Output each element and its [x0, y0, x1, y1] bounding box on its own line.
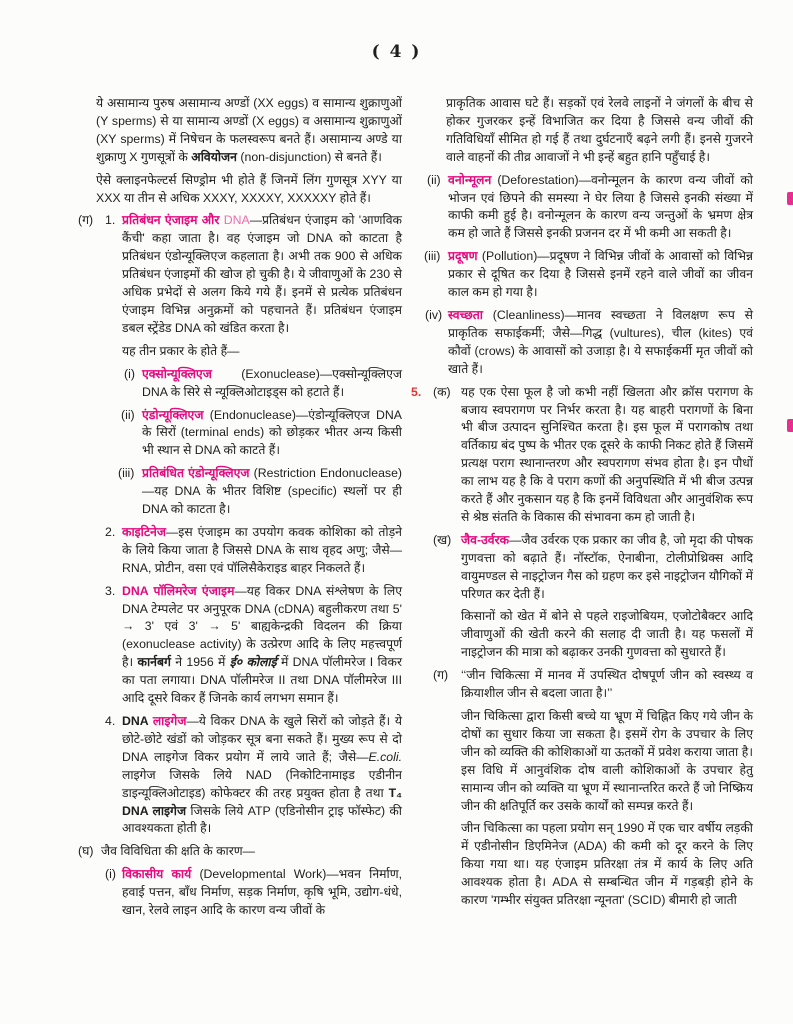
list-marker: 5.: [411, 384, 422, 399]
answer-item: [78, 583, 402, 708]
text-run: ई० कोलाई: [229, 655, 277, 670]
text-run: ये असामान्य पुरुष असामान्य अण्डों (XX eggs) व सामान्य शुक्राणुओं (Y sperms) से या सामान्य अण्डों (X eggs) व असामान्य शुक्राणुओं (XY sperms) में निषेचन के फलस्वरूप बनते हैं। असामान्य अण्डे या शुक्राणु X गुणसूत्रों के: [96, 96, 402, 164]
text-run: एक्सोन्यूक्लिएज: [142, 366, 212, 381]
text-run: जैव-उर्वरक: [461, 532, 510, 547]
text-run: प्राकृतिक आवास घटे हैं। सड़कों एवं रेलवे लाइनों ने जंगलों के बीच से होकर गुजरकर इन्हें विभाजित कर दिया है जिससे वन्य जीवों की गतिविधियाँ सीमित हो गई हैं तथा दुर्घटनाएँ बढ़ने लगी हैं। इनसे गुजरने वाले वाहनों की तीव्र आवाजों ने भी इन्हें बहुत हानि पहुँचाई है।: [446, 96, 753, 164]
text-run: प्रतिबंधित एंडोन्यूक्लिएज: [142, 466, 250, 481]
question-answer: [411, 532, 753, 604]
text-run: DNA: [223, 213, 250, 228]
text-run: —जैव उर्वरक एक प्रकार का जीव है, जो मृदा की पोषक गुणवत्ता को बढ़ाते हैं। नॉस्टॉक, ऐनाबीना, टोलीप्रोथ्रिक्स आदि वायुमण्डल से नाइट्रोजन गैस को ग्रहण कर इसे नाइट्रोजन यौगिकों में परिणत कर देती हैं।: [461, 532, 753, 601]
text-run: एंडोन्यूक्लिएज: [142, 407, 204, 422]
text-run: प्रतिबंधन एंजाइम और: [122, 213, 224, 228]
text-run: स्वच्छता: [448, 307, 483, 322]
intro-paragraph: [78, 172, 402, 208]
text-run: (Restriction Endonuclease) —यह DNA के भीतर विशिष्ट (specific) स्थलों पर ही DNA को काटता है।: [142, 466, 402, 517]
sub-item: [411, 172, 753, 244]
text-run: (Cleanliness)—मानव स्वच्छता ने विलक्षण रूप से प्राकृतिक सफाईकर्मी; जैसे—गिद्ध (vultures), चील (kites) एवं कौवों (crows) के आवासों को उजाड़ा है। ये सफाईकर्मी मृत जीवों को खाते हैं।: [448, 307, 753, 376]
sub-item: [78, 407, 402, 461]
text-run: यह तीन प्रकार के होते हैं—: [122, 343, 240, 358]
sub-item: [78, 465, 402, 519]
text-run: किसानों को खेत में बोने से पहले राइजोबियम, एजोटोबैक्टर आदि जीवाणुओं की खेती करने की सलाह दी जाती है। यह फसलों में नाइट्रोजन की मात्रा को बढ़ाकर उनकी गुणवत्ता को सुधारते हैं।: [461, 609, 753, 660]
paragraph: [411, 608, 753, 662]
answer-item: [78, 713, 402, 838]
scan-mark: [787, 419, 793, 432]
answer-item: [78, 843, 402, 861]
text-run: कार्नबर्ग: [137, 655, 171, 670]
page-number: ( 4 ): [371, 42, 422, 62]
sub-item: [78, 366, 402, 402]
text-run: (Endonuclease)—एंडोन्यूक्लिएज DNA के सिरों (terminal ends) को छोड़कर भीतर अन्य किसी भी स्थान से DNA को काटते हैं।: [142, 407, 402, 458]
text-run: (Pollution)—प्रदूषण ने विभिन्न जीवों के आवासों को विभिन्न प्रकार से दूषित कर दिया है जिससे इनमें रहने वाले जीवों का जीवन काल कम हो गया है।: [448, 249, 753, 300]
text-run: (Deforestation)—वनोन्मूलन के कारण वन्य जीवों को भोजन एवं छिपने की समस्या ने घेर लिया है जिससे इनकी संख्या में काफी कमी हुई है। वनोन्मूलन के कारण वन्य जन्तुओं के भ्रमण क्षेत्र कम हो जाते हैं जिससे इनकी प्रजनन दर में भी कमी आ सकती है।: [448, 172, 753, 241]
sub-item: [411, 307, 753, 379]
text-run: जिसके लिये ATP (एडिनोसीन ट्राइ फॉस्फेट) की आवश्यकता होती है।: [122, 803, 402, 836]
list-marker: (iii): [118, 466, 135, 481]
text-run: —ये विकर DNA के खुले सिरों को जोड़ते हैं। ये छोटे-छोटे खंडों को जोड़कर सूत्र बना सकते हैं। मुख्य रूप से दो DNA लाइगेज विकर प्रयोग में लाये जाते हैं; जैसे—: [122, 714, 402, 764]
list-marker: 2.: [105, 524, 116, 539]
text-run: वनोन्मूलन: [448, 172, 492, 187]
question-answer: [411, 384, 753, 527]
list-marker: (i): [124, 366, 135, 381]
text-run: जीन चिकित्सा का पहला प्रयोग सन् 1990 में एक चार वर्षीय लड़की में एडीनोसीन डिएमिनेज (ADA) की कमी को दूर करने के लिए किया गया था। यह एंजाइम प्रतिरक्षा तंत्र में कार्य के लिए अति आवश्यक होता है। ADA से सम्बन्धित जीन में गड़बड़ी होने के कारण 'गम्भीर संयुक्त प्रतिरक्षा न्यूनता' (SCID) बीमारी हो जाती: [461, 821, 753, 908]
text-run: DNA: [122, 714, 153, 728]
text-run: प्रदूषण: [448, 249, 478, 264]
column-right: [411, 95, 753, 925]
text-run: विकासीय कार्य: [122, 867, 192, 882]
list-marker: (क): [433, 384, 451, 399]
text-run: (Developmental Work)—भवन निर्माण, हवाई पत्तन, बाँध निर्माण, सड़क निर्माण, कृषि भूमि, उद्योग-धंधे, खान, रेलवे लाइन आदि के कारण वन्य जीवों के: [122, 867, 402, 918]
scan-mark: [787, 192, 793, 205]
paragraph: [411, 820, 753, 910]
list-marker: 4.: [105, 714, 116, 728]
intro-paragraph: [78, 95, 402, 167]
text-run: T₄ DNA लाइगेज: [122, 785, 402, 818]
text-run: —प्रतिबंधन एंजाइम को 'आणविक कैंची' कहा जाता है। वह एंजाइम जो DNA को काटता है प्रतिबंधन एंडोन्यूक्लिएज कहलाता है। अभी तक 900 से अधिक प्रतिबंधन एंजाइमों की खोज हो चुकी है। ये जीवाणुओं के 230 से अधिक प्रभेदों से अलग किये गये हैं। इनमें से प्रत्येक प्रतिबंधन एंजाइम विभिन्न अनुक्रमों को पहचानते हैं। प्रतिबंधन एंजाइम डबल स्ट्रेंडेड DNA को खंडित करता है।: [122, 213, 402, 335]
column-left: [78, 95, 402, 925]
list-marker: (ख): [433, 532, 452, 547]
answer-item: [78, 212, 402, 337]
list-marker: (ii): [121, 407, 135, 422]
text-run: लाइगेज: [152, 714, 187, 728]
text-run: ऐसे क्लाइनफेल्टर्स सिण्ड्रोम भी होते हैं जिनमें लिंग गुणसूत्र XYY या XXX या तीन से अधिक XXXY, XXXXY, XXXXXY होते हैं।: [96, 172, 402, 205]
text-run: —यह विकर DNA संश्लेषण के लिए DNA टेम्पलेट पर अनुपूरक DNA (cDNA) बहुलीकरण तथा 5' → 3' एवं 3' → 5' बाह्यकेन्द्रकी विदलन की क्रिया (exonuclease activity) के उत्प्रेरण आदि के लिए महत्त्वपूर्ण है।: [122, 583, 403, 670]
lead-line: [78, 343, 402, 361]
text-run: अवियोजन: [191, 149, 237, 164]
text-run: यह एक ऐसा फूल है जो कभी नहीं खिलता और क्रॉस परागण के बजाय स्वपरागण पर निर्भर करता है। यह बाहरी परागणों के बिना भी बीज उत्पादन सुनिश्चित करता है। इस फूल में परागकोष तथा वर्तिकाग्र बंद पुष्प के भीतर एक दूसरे के काफी निकट होते हैं जिसमें प्रत्यक्ष पराग स्थानान्तरण और स्वपरागण संभव होता है। इन पौधों का लाभ यह है कि वे पराग कणों की अनुपस्थिति में भी बीज उत्पन्न करते हैं और नुकसान यह है कि इनमें विविधता और आनुवंशिक रूप से श्रेष्ठ संतति के विकास की संभावना कम हो जाती है।: [461, 384, 753, 524]
list-marker: (i): [105, 867, 116, 882]
list-marker: (घ): [78, 844, 94, 859]
text-run: काइटिनेज: [122, 524, 166, 539]
answer-item: [78, 524, 402, 578]
text-run: ने 1956 में: [170, 655, 230, 670]
text-run: DNA पॉलिमरेज एंजाइम: [122, 583, 235, 598]
text-run: लाइगेज जिसके लिये NAD (निकोटिनामाइड एडीनीन डाइन्यूक्लिओटाइड) कोफेक्टर की तरह प्रयुक्त होता है तथा: [122, 767, 402, 800]
text-run: जीन चिकित्सा द्वारा किसी बच्चे या भ्रूण में चिह्नित किए गये जीन के दोषों का सुधार किया जा सकता है। इसमें रोग के उपचार के लिए जीन को व्यक्ति की कोशिकाओं या ऊतकों में प्रवेश कराया जाता है। इस विधि में आनुवंशिक दोष वाली कोशिकाओं के उपचार हेतु सामान्य जीन को व्यक्ति या भ्रूण में स्थानान्तरित करते हैं जो निष्क्रिय जीन की क्षतिपूर्ति कर उसके कार्यों को सम्पन्न करते हैं।: [461, 709, 753, 813]
list-marker: 3.: [105, 583, 116, 598]
list-marker: (iii): [424, 249, 441, 264]
list-marker: (ग): [433, 668, 449, 683]
sub-item: [78, 866, 402, 920]
list-marker: (iv): [425, 307, 443, 322]
text-run: —इस एंजाइम का उपयोग कवक कोशिका को तोड़ने के लिये किया जाता है जिससे DNA के साथ वृहद अणु; जैसे—RNA, प्रोटीन, वसा एवं पॉलिसैकेराइड बाहर निकलते हैं।: [122, 524, 402, 575]
list-marker: 1.: [105, 213, 116, 228]
text-run: (Exonuclease)—एक्सोन्यूक्लिएज DNA के सिरे से न्यूक्लिओटाइड्स को हटाते हैं।: [142, 366, 402, 399]
list-marker: (ग): [78, 213, 94, 228]
text-run: में DNA पॉलीमरेज I विकर का पता लगाया। DNA पॉलीमरेज II तथा DNA पॉलीमरेज III आदि दूसरे विकर हैं जिनके कार्य लगभग समान हैं।: [122, 655, 402, 706]
text-run: E.coli.: [368, 749, 402, 764]
question-answer: [411, 667, 753, 703]
sub-item: [411, 248, 753, 302]
two-column-text: [78, 95, 753, 925]
continuation-paragraph: [411, 95, 753, 167]
list-marker: (ii): [427, 172, 441, 187]
text-run: ‘‘जीन चिकित्सा में मानव में उपस्थित दोषपूर्ण जीन को स्वस्थ्य व क्रियाशील जीन से बदला जाता है।’’: [461, 668, 753, 701]
text-run: जैव विविधिता की क्षति के कारण—: [101, 844, 255, 859]
text-run: (non-disjunction) से बनते हैं।: [236, 149, 382, 164]
paragraph: [411, 708, 753, 815]
